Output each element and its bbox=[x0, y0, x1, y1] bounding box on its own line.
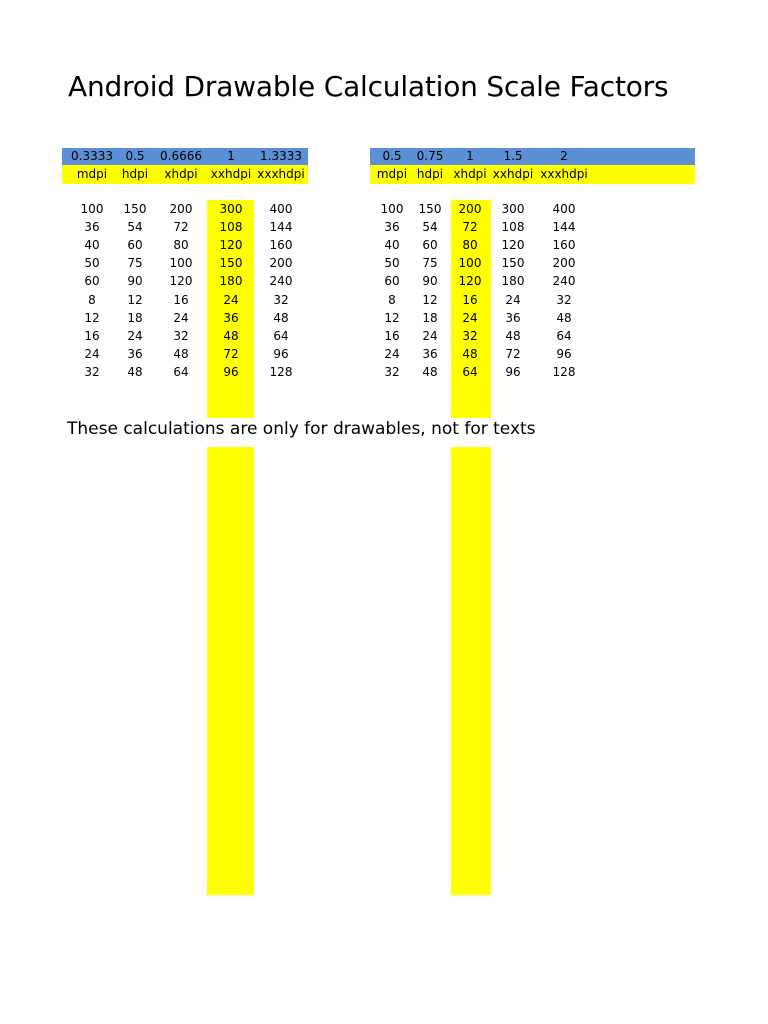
table-cell: 64 bbox=[462, 364, 478, 379]
table-cell: 75 bbox=[422, 256, 438, 271]
table-cell: 24 bbox=[462, 310, 478, 325]
table-cell: 150 bbox=[501, 256, 525, 271]
scale-factor-cell: 1.3333 bbox=[260, 149, 302, 163]
table-cell: 300 bbox=[219, 202, 243, 216]
table-cell: 240 bbox=[269, 274, 293, 289]
table-cell: 36 bbox=[84, 220, 100, 235]
scale-factor-cell: 2 bbox=[560, 149, 568, 163]
table-cell: 96 bbox=[223, 364, 239, 379]
table-cell: 48 bbox=[173, 346, 189, 361]
scale-factor-cell: 1.5 bbox=[503, 149, 523, 163]
density-label-cell: xxhdpi bbox=[492, 167, 534, 181]
drawables-note: These calculations are only for drawables, not for texts bbox=[67, 419, 536, 439]
table-cell: 100 bbox=[80, 202, 104, 216]
density-label-cell: hdpi bbox=[121, 167, 149, 181]
table-cell: 60 bbox=[84, 274, 100, 289]
table-cell: 180 bbox=[501, 274, 525, 289]
table-cell: 60 bbox=[127, 238, 143, 253]
table-cell: 16 bbox=[84, 328, 100, 343]
table-cell: 24 bbox=[84, 346, 100, 361]
table-cell: 108 bbox=[501, 220, 525, 235]
table-cell: 40 bbox=[384, 238, 400, 253]
scale-factor-cell: 1 bbox=[227, 149, 235, 163]
scale-factor-cell: 0.3333 bbox=[71, 149, 113, 163]
density-label-cell: xxxhdpi bbox=[540, 167, 588, 181]
table-cell: 100 bbox=[458, 256, 482, 271]
table-cell: 150 bbox=[123, 202, 147, 216]
table-cell: 18 bbox=[127, 310, 143, 325]
table-cell: 24 bbox=[422, 328, 438, 343]
table-cell: 72 bbox=[173, 220, 189, 235]
scale-factor-cell: 1 bbox=[466, 149, 474, 163]
table-cell: 100 bbox=[380, 202, 404, 216]
table-cell: 144 bbox=[552, 220, 576, 235]
table-cell: 50 bbox=[84, 256, 100, 271]
table-cell: 108 bbox=[219, 220, 243, 235]
table-cell: 72 bbox=[505, 346, 521, 361]
table-cell: 24 bbox=[505, 292, 521, 307]
table-cell: 24 bbox=[173, 310, 189, 325]
density-label-cell: xhdpi bbox=[453, 167, 487, 181]
table-cell: 32 bbox=[462, 328, 478, 343]
table-cell: 128 bbox=[552, 364, 576, 379]
table-cell: 16 bbox=[462, 292, 478, 307]
table-cell: 160 bbox=[269, 238, 293, 253]
table-cell: 240 bbox=[552, 274, 576, 289]
scale-factor-cell: 0.75 bbox=[416, 149, 444, 163]
table-cell: 32 bbox=[173, 328, 189, 343]
table-cell: 12 bbox=[384, 310, 400, 325]
table-cell: 48 bbox=[556, 310, 572, 325]
table-cell: 80 bbox=[462, 238, 478, 253]
table-cell: 200 bbox=[552, 256, 576, 271]
table-cell: 48 bbox=[422, 364, 438, 379]
table-cell: 120 bbox=[501, 238, 525, 253]
scale-factor-cell: 0.6666 bbox=[160, 149, 202, 163]
table-cell: 144 bbox=[269, 220, 293, 235]
table-cell: 64 bbox=[556, 328, 572, 343]
table-cell: 64 bbox=[173, 364, 189, 379]
table-cell: 16 bbox=[384, 328, 400, 343]
table-cell: 36 bbox=[127, 346, 143, 361]
table-cell: 36 bbox=[422, 346, 438, 361]
table-cell: 36 bbox=[223, 310, 239, 325]
table-cell: 24 bbox=[384, 346, 400, 361]
table-cell: 12 bbox=[84, 310, 100, 325]
table-cell: 48 bbox=[223, 328, 239, 343]
table-cell: 100 bbox=[169, 256, 193, 271]
table-cell: 400 bbox=[269, 202, 293, 216]
density-label-cell: mdpi bbox=[76, 167, 108, 181]
table-cell: 48 bbox=[462, 346, 478, 361]
table-cell: 12 bbox=[127, 292, 143, 307]
table-cell: 128 bbox=[269, 364, 293, 379]
table-cell: 8 bbox=[388, 292, 396, 307]
table-cell: 48 bbox=[273, 310, 289, 325]
table-cell: 400 bbox=[552, 202, 576, 216]
table-cell: 48 bbox=[127, 364, 143, 379]
table-cell: 32 bbox=[273, 292, 289, 307]
table-cell: 18 bbox=[422, 310, 438, 325]
table-cell: 90 bbox=[422, 274, 438, 289]
density-label-cell: hdpi bbox=[416, 167, 444, 181]
table-cell: 200 bbox=[169, 202, 193, 216]
table-cell: 75 bbox=[127, 256, 143, 271]
table-cell: 96 bbox=[505, 364, 521, 379]
density-label-cell: mdpi bbox=[376, 167, 408, 181]
density-label-cell: xhdpi bbox=[164, 167, 198, 181]
table-cell: 200 bbox=[269, 256, 293, 271]
table-cell: 36 bbox=[505, 310, 521, 325]
table-cell: 54 bbox=[127, 220, 143, 235]
table-cell: 300 bbox=[501, 202, 525, 216]
table-cell: 32 bbox=[384, 364, 400, 379]
table-cell: 32 bbox=[84, 364, 100, 379]
table-cell: 16 bbox=[173, 292, 189, 307]
table-cell: 32 bbox=[556, 292, 572, 307]
table-cell: 120 bbox=[169, 274, 193, 289]
table-cell: 160 bbox=[552, 238, 576, 253]
table-cell: 72 bbox=[223, 346, 239, 361]
table-cell: 72 bbox=[462, 220, 478, 235]
table-cell: 24 bbox=[223, 292, 239, 307]
density-label-cell: xxxhdpi bbox=[257, 167, 305, 181]
table-cell: 90 bbox=[127, 274, 143, 289]
table-cell: 120 bbox=[458, 274, 482, 289]
table-cell: 24 bbox=[127, 328, 143, 343]
scale-factor-cell: 0.5 bbox=[382, 149, 402, 163]
table-cell: 120 bbox=[219, 238, 243, 253]
table-cell: 40 bbox=[84, 238, 100, 253]
page-title: Android Drawable Calculation Scale Factors bbox=[68, 70, 669, 103]
table-cell: 54 bbox=[422, 220, 438, 235]
table-cell: 96 bbox=[273, 346, 289, 361]
table-cell: 60 bbox=[384, 274, 400, 289]
table-cell: 80 bbox=[173, 238, 189, 253]
table-cell: 12 bbox=[422, 292, 438, 307]
highlight-column-right-lower bbox=[451, 447, 491, 895]
table-cell: 36 bbox=[384, 220, 400, 235]
scale-factor-cell: 0.5 bbox=[125, 149, 145, 163]
table-cell: 150 bbox=[219, 256, 243, 271]
density-label-cell: xxhdpi bbox=[210, 167, 252, 181]
table-cell: 150 bbox=[418, 202, 442, 216]
table-cell: 180 bbox=[219, 274, 243, 289]
highlight-column-left-lower bbox=[207, 447, 254, 895]
table-cell: 50 bbox=[384, 256, 400, 271]
table-cell: 96 bbox=[556, 346, 572, 361]
table-cell: 48 bbox=[505, 328, 521, 343]
table-cell: 8 bbox=[88, 292, 96, 307]
table-cell: 64 bbox=[273, 328, 289, 343]
table-cell: 60 bbox=[422, 238, 438, 253]
table-cell: 200 bbox=[458, 202, 482, 216]
